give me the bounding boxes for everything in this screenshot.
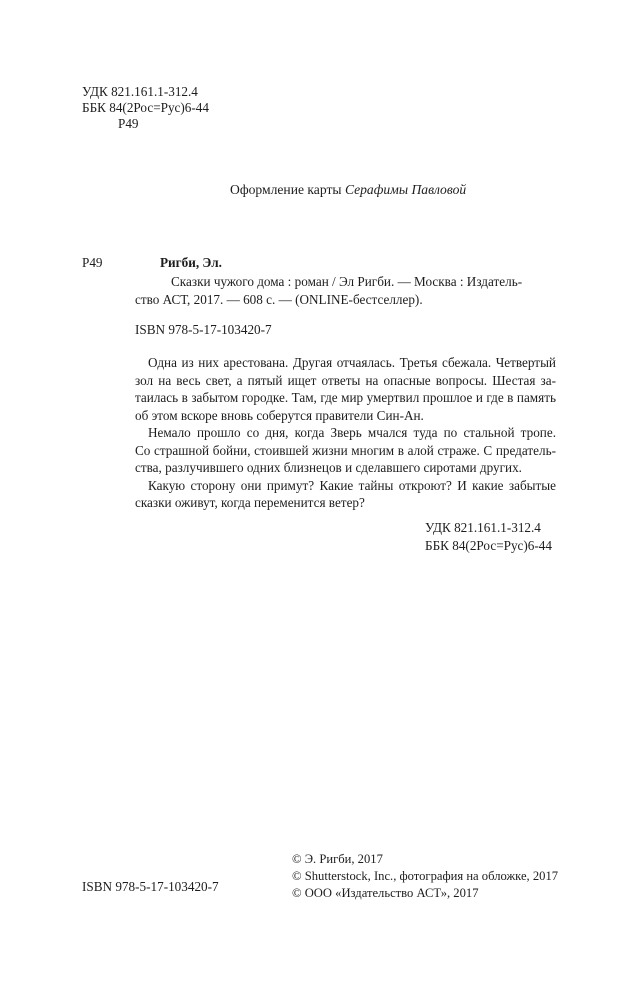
copyright-line: © Э. Ригби, 2017 <box>292 852 383 866</box>
copyright-line: © ООО «Издательство АСТ», 2017 <box>292 886 479 900</box>
annotation-line: Одна из них арестована. Другая отчаялась. Третья сбежала. Четвертый <box>148 355 556 370</box>
bibliographic-line-1: Сказки чужого дома : роман / Эл Ригби. — Москва : Издатель- <box>171 274 523 289</box>
author-sign: Р49 <box>118 116 139 131</box>
design-credit-prefix: Оформление карты <box>230 182 345 197</box>
catalog-author: Ригби, Эл. <box>160 255 222 270</box>
annotation-line: Со страшной бойни, стоившей жизни многим в алой страже. С предатель- <box>135 442 556 458</box>
annotation-line: сказки оживут, когда переменится ветер? <box>135 495 365 510</box>
bibliographic-line-2: ство АСТ, 2017. — 608 с. — (ONLINE-бестселлер). <box>135 292 423 307</box>
annotation <box>135 354 556 512</box>
design-credit <box>230 182 466 198</box>
annotation-line: Какую сторону они примут? Какие тайны откроют? И какие забытые <box>148 477 556 493</box>
footer-isbn: ISBN 978-5-17-103420-7 <box>82 879 219 894</box>
annotation-line: таилась в забытом городке. Там, где мир умертвил прошлое и где в память <box>135 390 556 405</box>
copyright-line: © Shutterstock, Inc., фотография на обложке, 2017 <box>292 869 559 883</box>
designer-name: Серафимы Павловой <box>344 182 467 197</box>
udk-code-right: УДК 821.161.1-312.4 <box>425 520 541 535</box>
catalog-isbn: ISBN 978-5-17-103420-7 <box>135 322 272 337</box>
udk-code: УДК 821.161.1-312.4 <box>82 84 198 99</box>
annotation-line: об этом вскоре вновь соберутся правители Син-Ан. <box>135 407 424 423</box>
bbk-code-right: ББК 84(2Рос=Рус)6-44 <box>425 538 552 553</box>
annotation-line: зол на весь свет, а пятый ищет ответы на опасные вопросы. Шестая за- <box>135 372 556 388</box>
annotation-line: ства, разлучившего одних близнецов и сделавшего сиротами других. <box>135 460 522 475</box>
annotation-line: Немало прошло со дня, когда Зверь мчался туда по стальной тропе. <box>148 425 556 440</box>
bbk-code: ББК 84(2Рос=Рус)6-44 <box>82 100 209 115</box>
catalog-author-sign: Р49 <box>82 255 103 270</box>
